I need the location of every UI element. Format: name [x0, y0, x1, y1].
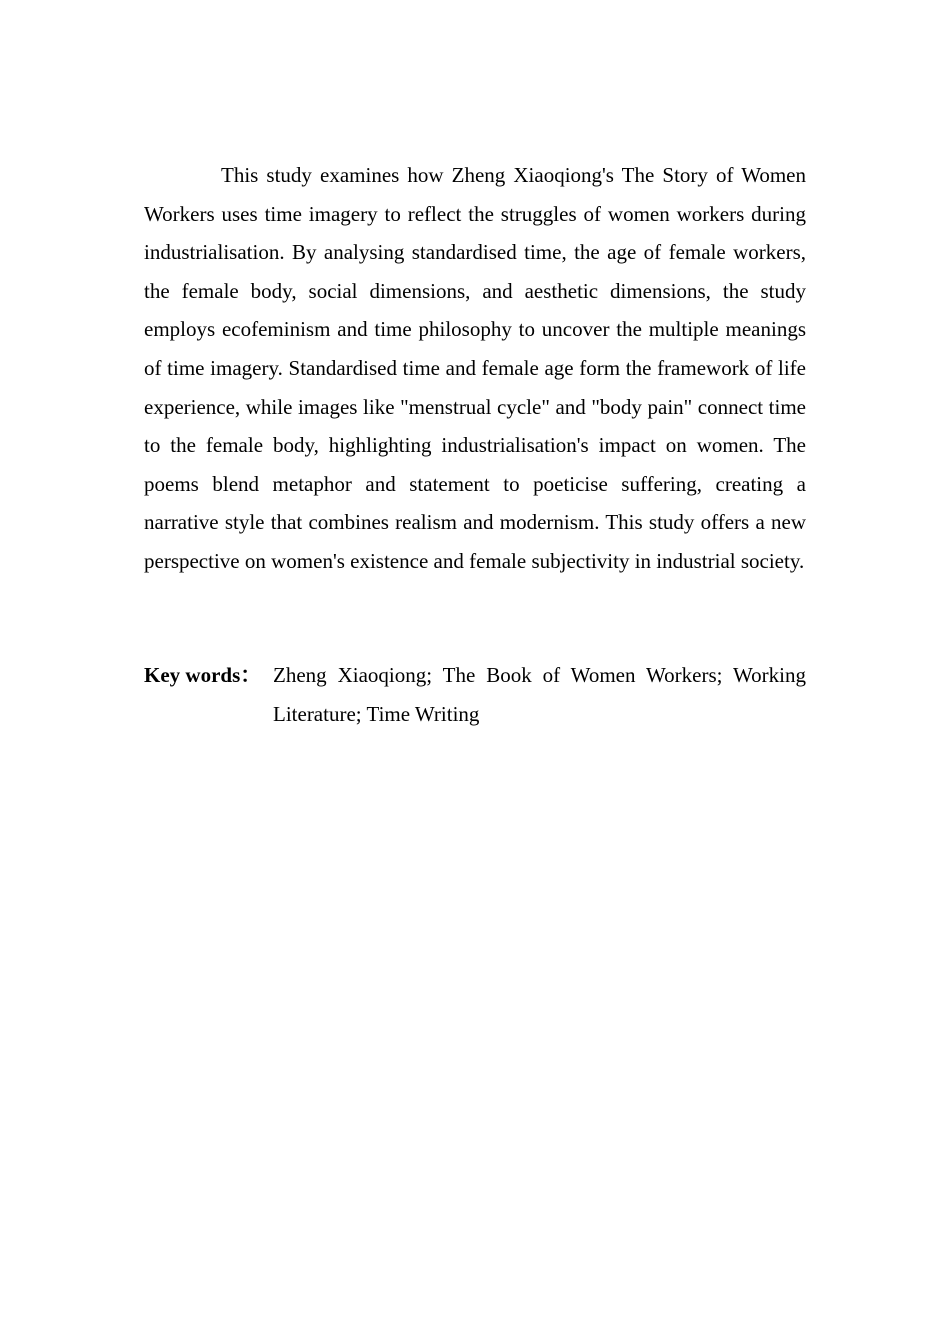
- keywords-list: Zheng Xiaoqiong; The Book of Women Workers; Working Literature; Time Writing: [273, 663, 806, 726]
- keywords-label: Key words：: [144, 663, 262, 687]
- keywords-section: [144, 656, 806, 733]
- abstract-paragraph: This study examines how Zheng Xiaoqiong's The Story of Women Workers uses time imagery to reflect the struggles of women workers during industrialisation. By analysing standardised time, the age of female workers, the female body, social dimensions, and aesthetic dimensions, the study employs ecofeminism and time philosophy to uncover the multiple meanings of time imagery. Standardised time and female age form the framework of life experience, while images like "menstrual cycle" and "body pain" connect time to the female body, highlighting industrialisation's impact on women. The poems blend metaphor and statement to poeticise suffering, creating a narrative style that combines realism and modernism. This study offers a new perspective on women's existence and female subjectivity in industrial society.: [144, 163, 806, 573]
